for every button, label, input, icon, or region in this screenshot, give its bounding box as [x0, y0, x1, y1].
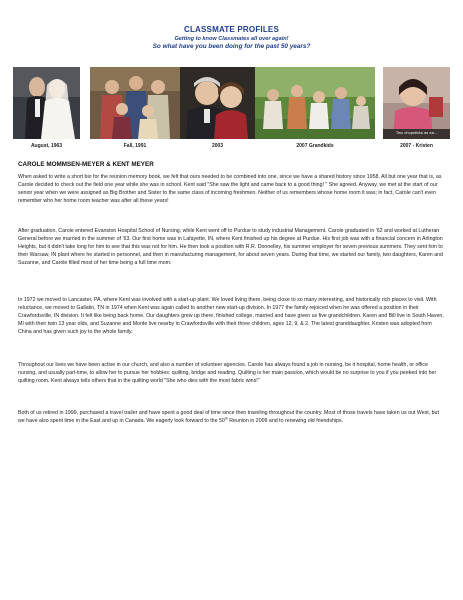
bio-paragraph-text: In 1972 we moved to Lancaster, PA, where Kent was involved with a start-up plant. We loved living there, being close to so many interesting, and historically rich places to visit. With reluctance, we moved to Gallatin, TN in 1974 when Kent was again called to another new start-up division. In 1977 the family rejoiced when he was offered a position in their Crawfordsville, IN division. It felt like being back home. Our daughters grew up there, finished college, married and have given us five grandchildren. Karen and Bill live in South Haven, MI with their twin 13 year olds, and Suzanne and Monte live nearby in Crawfordsville with their three children, ages 12, 9, & 2. The latest granddaughter, Kristen was adopted from China and has given such joy to the whole family. [18, 297, 444, 335]
photo-couple-2003 [180, 67, 255, 139]
photo-caption: Fall, 1991 [123, 143, 147, 149]
bio-paragraph [18, 173, 446, 205]
photo-caption: 2007 - Kristen [400, 143, 433, 149]
photo-caption: 2003 [211, 143, 224, 149]
page-subtitle: Getting to know Classmates all over again! [174, 36, 289, 42]
bio-paragraph [18, 227, 446, 267]
bio-paragraph [18, 409, 446, 425]
bio-paragraph-text: After graduation, Carole entered Evanston Hospital School of Nursing, while Kent went off to Purdue to study industrial Management. Carole graduated in '62 and worked at Lutheran General before we married in the summer of '63. Our first home was in Lafayette, IN, where Kent finished up his degree at Purdue. His first job was with a financial concern in Arlington Heights, but it didn't take long for him to see that this was not for him. He then took a position with R.R. Donnelley, his summer employer for seven previous summers. They sent him to their Warsaw, IN plant where he started in personnel, and then in manufacturing management, for about seven years. During that time, we started our family, two daughters, Karen and Suzanne, and Carole filled most of her time being a full time mom. [18, 228, 443, 266]
photo-family-1991 [90, 67, 180, 139]
bio-paragraph-text: Throughout our lives we have been active in our church, and also a number of volunteer agencies. Carole has always found a job in nursing, be it hospital, home health, or office nursing, and usually part-time, to allow her to pursue her hobbies: quilting, bridge and reading. Quilting is her main passion, which would be no surprise to you if you peeked into her quilting room. Kent always tells others that in the quilting world "She who dies with the most fabric wins!" [18, 362, 437, 384]
page-header [0, 25, 463, 50]
photo-caption: 2007 Grandkids [296, 143, 334, 149]
bio-text-segment: Both of us retired in 1999, purchased a travel trailer and have spent a good deal of time since then traveling throughout the country. Most of those travels have taken us out West, but we have also spent time in the East and up in Canada. We eagerly look forward to the 50 [18, 410, 439, 424]
bio-text-segment: Reunion in 2009 and to renewing old friendships. [227, 418, 344, 424]
bio-paragraph [18, 361, 446, 385]
photo-overlay-text: Two chopsticks as ea... [395, 130, 438, 135]
photo-caption: August, 1963 [30, 143, 63, 149]
page-subtitle-question: So what have you been doing for the past 50 years? [152, 43, 311, 50]
bio-paragraph-text: When asked to write a short bio for the reunion memory book, we felt that ours needed to be combined into one, since we have a shared history since 1958. All but one year that is, as Carole decided to check out the field one year while she was in school. Kent said "She saw the light and came back to a good thing! " She agreed. Anyway, we met at the start of our senior year when we were assigned as Big Brother and Sister to the same class of incoming freshmen. Neither of us remembers whose home room it was; in fact, Carole can't even remember who her home room teacher was after all these years! [18, 174, 442, 204]
photo-grandkids [255, 67, 375, 139]
bio-paragraph-text [18, 409, 446, 425]
photo-kristen [383, 67, 450, 139]
bio-paragraph [18, 296, 446, 336]
profile-names-heading: CAROLE MOMMSEN-MEYER & KENT MEYER [18, 161, 154, 168]
superscript-ordinal: th [224, 416, 228, 421]
page-title: CLASSMATE PROFILES [183, 25, 279, 34]
photo-strip [13, 67, 450, 147]
photo-wedding [13, 67, 80, 139]
